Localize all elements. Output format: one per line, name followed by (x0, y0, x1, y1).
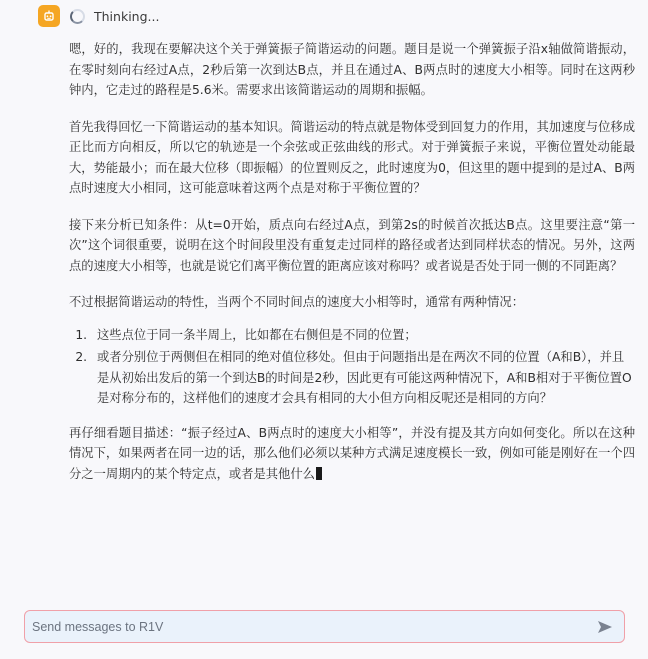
assistant-message (69, 39, 635, 500)
robot-icon (42, 9, 56, 23)
send-arrow-icon (597, 620, 613, 634)
typing-cursor (316, 467, 322, 480)
streaming-text: 再仔细看题目描述：“振子经过A、B两点时的速度大小相等”，并没有提及其方向如何变化。所以在这种情况下，如果两者在同一边的话，那么他们必须以某种方式满足速度模长一致，例如可能是刚好在一个四分之一周期内的某个特定点，或者是其他什么 (69, 425, 635, 481)
message-input[interactable] (25, 611, 592, 642)
list-item: 1. 这些点位于同一条半周上，比如都在右侧但是不同的位置； (91, 325, 635, 346)
message-paragraph: 首先我得回忆一下简谐运动的基本知识。简谐运动的特点就是物体受到回复力的作用，其加速度与位移成正比而方向相反，所以它的轨迹是一个余弦或正弦曲线的形式。对于弹簧振子来说，平衡位置处动能最大，势能最小；而在最大位移（即振幅）的位置则反之，此时速度为0，但这里的题中提到的是过A、B两点时速度大小相同，这可能意味着这两个点是对称于平衡位置的？ (69, 119, 635, 195)
assistant-header (38, 5, 159, 27)
message-paragraph: 不过根据简谐运动的特性，当两个不同时间点的速度大小相等时，通常有两种情况： (69, 295, 524, 309)
message-paragraph: 嗯，好的，我现在要解决这个关于弹簧振子简谐运动的问题。题目是说一个弹簧振子沿x轴做简谐振动，在零时刻向右经过A点，2秒后第一次到达B点，并且在通过A、B两点时的速度大小相等。同时在这两秒钟内，它走过的路程是5.6米。需要求出该简谐运动的周期和振幅。 (69, 42, 635, 97)
list-item: 2. 或者分别位于两侧但在相同的绝对值位移处。但由于问题指出是在两次不同的位置（A和B），并且是从初始出发后的第一个到达B的时间是2秒，因此更有可能这两种情况下，A和B相对于平衡位置O是对称分布的，这样他们的速度才会具有相同的大小但方向相反呢还是相同的方向？ (91, 347, 635, 409)
message-paragraph: 接下来分析已知条件：从t=0开始，质点向右经过A点，到第2s的时候首次抵达B点。这里要注意“第一次”这个词很重要，说明在这个时间段里没有重复走过同样的路径或者达到同样状态的情况。另外，这两点的速度大小相等，也就是说它们离平衡位置的距离应该对称吗？或者说是否处于同一侧的不同距离？ (69, 217, 635, 273)
message-paragraph-streaming (69, 423, 635, 485)
message-list (69, 325, 635, 409)
thinking-status: Thinking... (94, 8, 160, 24)
avatar (38, 5, 60, 27)
send-button[interactable] (592, 614, 618, 640)
message-composer (24, 610, 625, 643)
loading-spinner-icon (70, 9, 85, 24)
